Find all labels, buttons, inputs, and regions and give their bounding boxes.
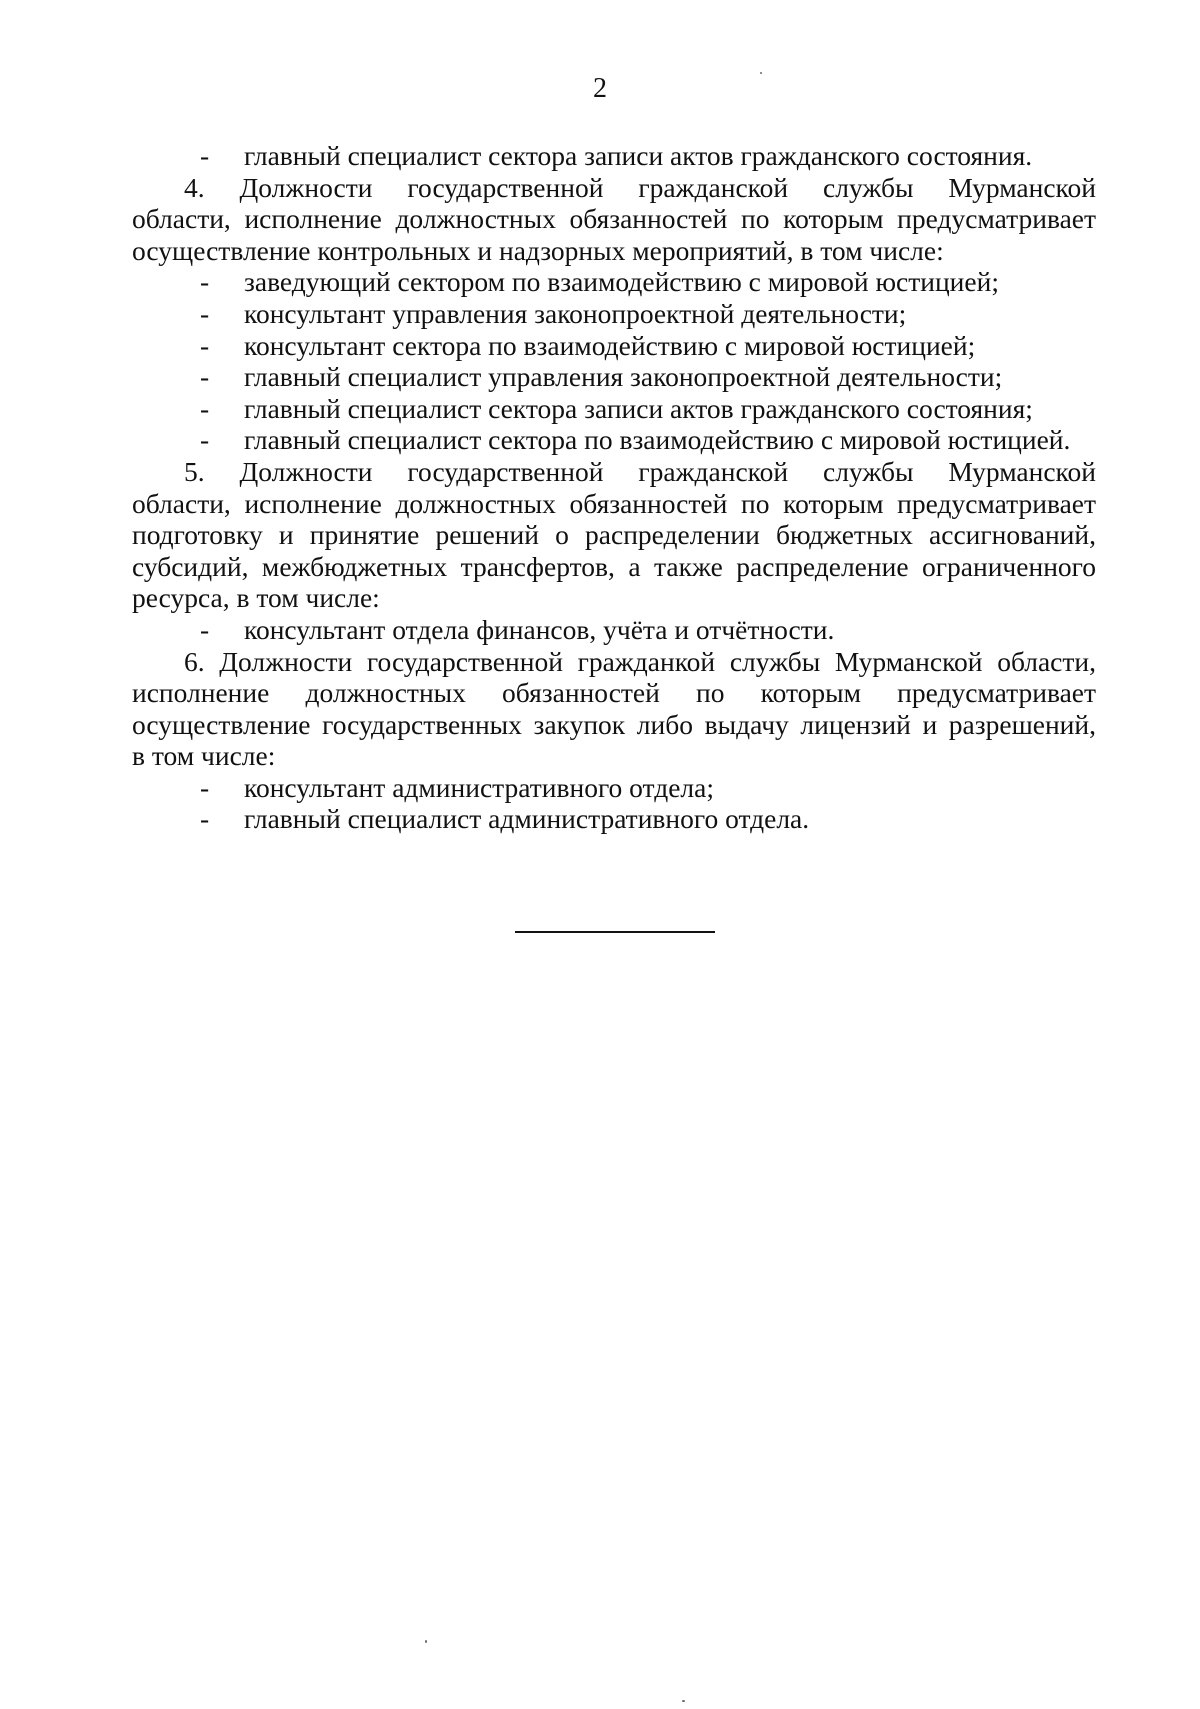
list-item-text: главный специалист сектора по взаимодействию с мировой юстицией.: [244, 424, 1071, 456]
scan-speck: [682, 1700, 685, 1702]
paragraph-first-line: 6. Должности государственной гражданкой службы Мурманской области,: [184, 645, 1096, 677]
list-item-dash: -: [200, 266, 210, 298]
list-item-text: главный специалист сектора записи актов гражданского состояния.: [244, 140, 1033, 171]
list-item-text: консультант сектора по взаимодействию с мировой юстицией;: [244, 329, 976, 361]
list-item-text: консультант управления законопроектной деятельности;: [244, 297, 907, 329]
document-body: [132, 140, 1096, 835]
list-item-dash: -: [200, 424, 210, 456]
end-separator-line: [515, 931, 715, 933]
list-item: [132, 772, 1096, 804]
list-item-dash: -: [200, 771, 210, 803]
paragraph-first-line: 5. Должности государственной гражданской службы Мурманской: [184, 455, 1096, 487]
list-item-dash: -: [200, 297, 210, 329]
scan-speck: [425, 1640, 427, 1643]
paragraph-line: области, исполнение должностных обязанностей по которым предусматривает: [132, 203, 1096, 235]
paragraph-last-line: в том числе:: [132, 740, 276, 772]
paragraph-line: субсидий, межбюджетных трансфертов, а также распределение ограниченного: [132, 550, 1096, 582]
list-item: [132, 266, 1096, 298]
list-item-dash: -: [200, 361, 210, 393]
list-item: [132, 424, 1096, 456]
list-item: [132, 803, 1096, 835]
list-item-text: заведующий сектором по взаимодействию с мировой юстицией;: [244, 266, 999, 298]
paragraph-last-line: осуществление контрольных и надзорных мероприятий, в том числе:: [132, 234, 944, 266]
list-item-text: главный специалист административного отдела.: [244, 803, 810, 835]
list-item-text: консультант административного отдела;: [244, 771, 714, 803]
list-item-dash: -: [200, 140, 210, 171]
list-item-dash: -: [200, 613, 210, 645]
list-item: [132, 614, 1096, 646]
list-item: [132, 330, 1096, 362]
paragraph-first-line: 4. Должности государственной гражданской службы Мурманской: [184, 171, 1096, 203]
list-item-dash: -: [200, 392, 210, 424]
paragraph-line: области, исполнение должностных обязанностей по которым предусматривает: [132, 487, 1096, 519]
paragraph-last-line: ресурса, в том числе:: [132, 582, 380, 614]
list-item-text: главный специалист управления законопроектной деятельности;: [244, 361, 1003, 393]
list-item: [132, 140, 1096, 172]
paragraph-line: осуществление государственных закупок либо выдачу лицензий и разрешений,: [132, 708, 1096, 740]
list-item-text: главный специалист сектора записи актов гражданского состояния;: [244, 392, 1033, 424]
list-item: [132, 393, 1096, 425]
list-item: [132, 361, 1096, 393]
list-item-dash: -: [200, 329, 210, 361]
scan-speck: [760, 72, 762, 74]
list-item-dash: -: [200, 803, 210, 835]
paragraph-line: подготовку и принятие решений о распределении бюджетных ассигнований,: [132, 519, 1096, 551]
page-number: 2: [593, 73, 607, 104]
list-item-text: консультант отдела финансов, учёта и отчётности.: [244, 613, 835, 645]
paragraph-line: исполнение должностных обязанностей по которым предусматривает: [132, 677, 1096, 709]
list-item: [132, 298, 1096, 330]
